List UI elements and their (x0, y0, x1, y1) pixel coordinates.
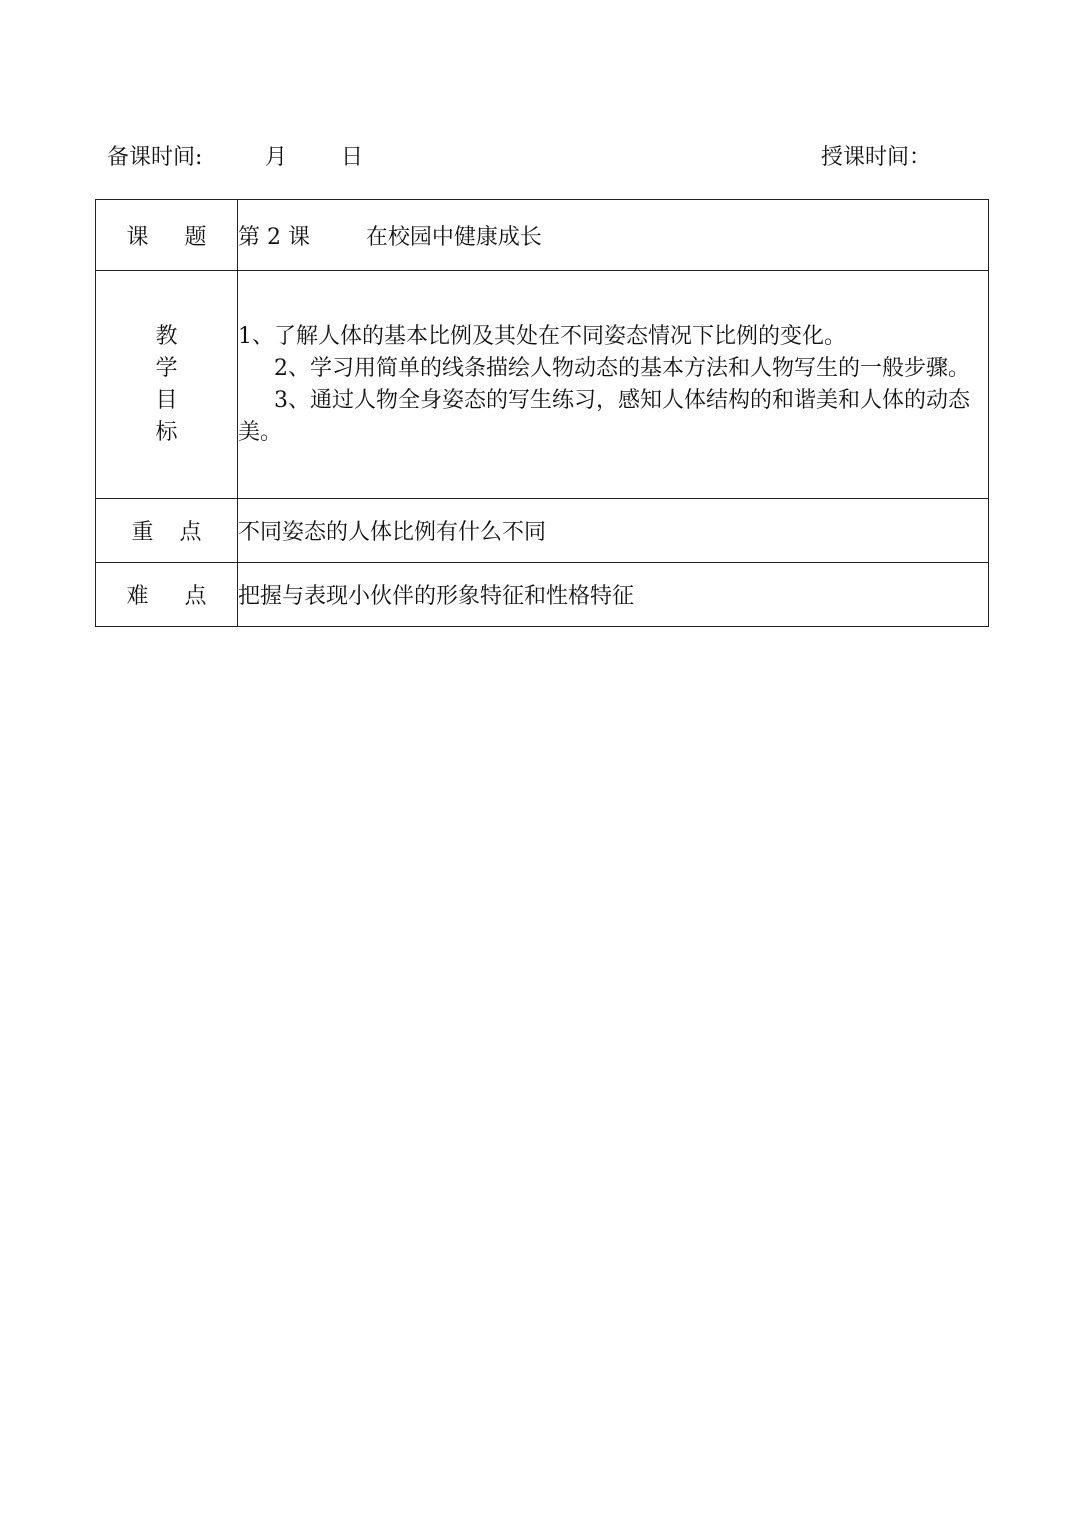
prep-month-label: 月 (265, 145, 288, 170)
difficulty-label-char-2: 点 (184, 584, 207, 609)
difficulty-row (96, 563, 989, 627)
topic-row (96, 200, 989, 271)
difficulty-value: 把握与表现小伙伴的形象特征和性格特征 (238, 563, 989, 627)
goals-label (155, 321, 179, 449)
lesson-plan-table (95, 199, 989, 627)
teach-time-label: 授课时间： (821, 145, 932, 170)
topic-label-char-2: 题 (184, 224, 207, 250)
goals-label-char: 标 (155, 419, 178, 445)
topic-label-cell (96, 200, 238, 271)
goals-label-char: 目 (155, 387, 178, 413)
prep-day-label: 日 (341, 145, 364, 170)
goals-label-char: 学 (155, 355, 178, 381)
key-point-label-cell (96, 499, 238, 563)
goals-label-char: 教 (155, 323, 178, 349)
prep-time-label: 备课时间: (107, 145, 203, 170)
topic-label-char-1: 课 (126, 224, 149, 250)
goals-row (96, 271, 989, 499)
key-point-label-char-2: 点 (179, 520, 202, 545)
key-point-row (96, 499, 989, 563)
goals-label-cell (96, 271, 238, 499)
document-header (0, 143, 1087, 173)
goal-item-3: 3、通过人物全身姿态的写生练习，感知人体结构的和谐美和人体的动态美。 (238, 387, 970, 445)
goals-content (238, 271, 989, 499)
difficulty-label-cell (96, 563, 238, 627)
goal-item-2: 2、学习用简单的线条描绘人物动态的基本方法和人物写生的一般步骤。 (274, 355, 970, 381)
goal-item-1: 1、了解人体的基本比例及其处在不同姿态情况下比例的变化。 (238, 323, 846, 349)
difficulty-label-char-1: 难 (126, 584, 149, 609)
topic-value: 第 2 课 在校园中健康成长 (238, 200, 989, 271)
key-point-label-char-1: 重 (131, 520, 154, 545)
key-point-value: 不同姿态的人体比例有什么不同 (238, 499, 989, 563)
